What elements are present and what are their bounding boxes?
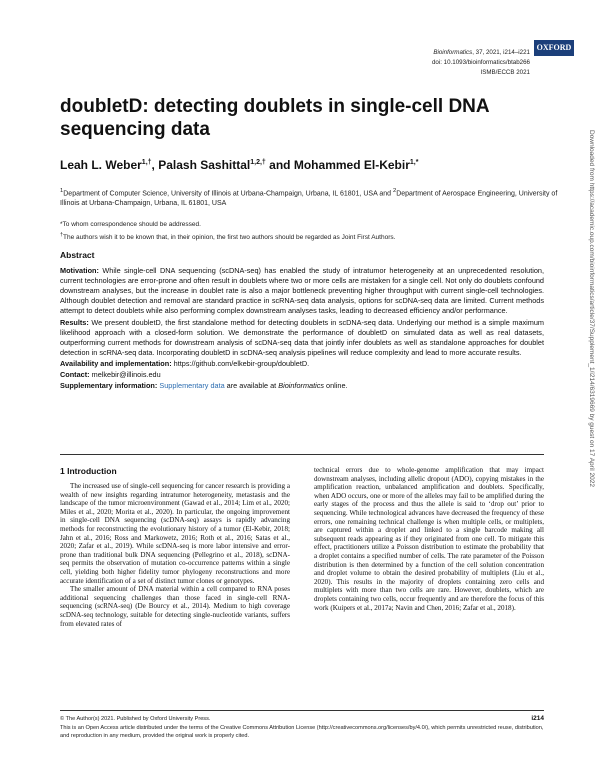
availability-url[interactable]: https://github.com/elkebir-group/doubletD. <box>171 358 310 368</box>
author-2: Palash Sashittal <box>158 158 251 172</box>
affiliations <box>60 186 560 209</box>
intro-paragraph-1: The increased use of single-cell sequencing for cancer research is providing a wealth of new insights regarding intratumor heterogeneity, metastasis and the landscape of the tumor microenvironment (Gawad et al., 2014; Lim et al., 2020; Miles et al., 2020; Morita et al., 2020). In particular, the ongoing improvement in single-cell DNA sequencing (scDNA-seq) assays is rapidly advancing methods for reconstructing the evolutionary history of a tumor (El-Kebir, 2018; Jahn et al., 2016; Ross and Markowetz, 2016; Roth et al., 2016; Satas et al., 2020; Zafar et al., 2019). While scDNA-seq is more labor intensive and error-prone than traditional bulk DNA sequencing (Pellegrino et al., 2018), scDNA-seq permits the observation of mutation co-occurrence patterns within a single cell, yielding both higher fidelity tumor phylogeny reconstructions and more accurate identification of a set of distinct tumor clones or genotypes. <box>60 482 291 585</box>
contact-email[interactable]: melkebir@illinois.edu <box>89 370 161 380</box>
intro-heading: 1 Introduction <box>60 466 117 476</box>
supplementary-end: online. <box>324 381 348 391</box>
author-and: and <box>269 158 291 172</box>
supplementary-mid: are available at <box>224 381 279 391</box>
right-column <box>314 466 544 612</box>
abstract-heading: Abstract <box>60 250 95 260</box>
doi[interactable]: doi: 10.1093/bioinformatics/btab266 <box>431 59 530 66</box>
oxford-logo: OXFORD <box>534 40 574 56</box>
intro-paragraph-3: technical errors due to whole-genome amplification that may impact downstream analyses, including allelic dropout (ADO), copying mistakes in the amplification reaction, unbalanced amplification and doublets. Specifically, when ADO occurs, one or more of the alleles may fail to be amplified during the early stages of the process and thus the allele is said to ‘drop out’ prior to sequencing. While technological advances have decreased the frequency of these errors, one remaining technical challenge is when multiple cells, or multiplets, are captured within a droplet and linked to a single barcode making all subsequent reads appearing as if they originated from one cell. To mitigate this effect, practitioners utilize a Poisson distribution to estimate the probability that a droplet contains a specified number of cells. The rate parameter of the Poisson distribution is then determined by a function of the cell solution concentration and droplet volume to obtain the desired probability of multiplets (Liu et al., 2020). This results in the majority of droplets containing zero cells and multiplets with more than two cells are rare. However, doublets, which are droplets containing two cells, occur frequently and are therefore the focus of this work (Kuipers et al., 2017a; Navin and Chen, 2016; Zafar et al., 2018). <box>314 466 544 612</box>
journal-name: Bioinformatics <box>433 49 473 56</box>
affil-1: Department of Computer Science, University of Illinois at Urbana-Champaign, Urbana, IL 61801, USA and <box>63 190 393 198</box>
author-notes <box>60 219 560 243</box>
footer <box>60 715 544 741</box>
abstract <box>60 250 544 392</box>
supplementary-link[interactable]: Supplementary data <box>159 381 225 391</box>
license: This is an Open Access article distributed under the terms of the Creative Commons Attribution License (http://creativecommons.org/licenses/by/4.0/), which permits unrestricted reuse, distribution, and reproduction in any medium, provided the original work is properly cited. <box>60 724 544 739</box>
author-3-affil: 1,* <box>409 159 419 166</box>
supplementary-label: Supplementary information: <box>60 381 158 391</box>
author-1-affil: 1,† <box>141 159 152 166</box>
author-list: Leah L. Weber$^{1,\dagger}$, Palash Sashittal$^{1,2,\dagger}$ and Mohammed El-Kebir$^{1,*}$ <box>60 158 419 172</box>
motivation-text: While single-cell DNA sequencing (scDNA-seq) has enabled the study of intratumor heterogeneity at an unprecedented resolution, current technologies are error-prone and often result in doublets where two or more cells are mistaken for a single cell. Not only do doublets confound downstream analyses, but the increase in doublet rate is also a major bottleneck preventing higher throughput with current single-cell technologies. Although doublet detection and removal are standard practice in scRNA-seq data analysis, options for scDNA-seq data are limited. Current methods attempt to detect doublets while also performing complex downstream analyses tasks, leading to decreased efficiency and/or performance. <box>60 266 544 316</box>
correspondence-note: *To whom correspondence should be addressed. <box>60 221 201 228</box>
contact-label: Contact: <box>60 370 90 380</box>
page-number: i214 <box>531 715 544 722</box>
motivation-label: Motivation: <box>60 266 99 276</box>
affil-1-marker: 1 <box>60 188 64 194</box>
availability-label: Availability and implementation: <box>60 358 172 368</box>
joint-first-note: The authors wish it to be known that, in their opinion, the first two authors should be regarded as Joint First Authors. <box>63 234 396 242</box>
download-note-text: Downloaded from https://academic.oup.com/bioinformatics/article/37/Supplement_1/i214/6319669 by guest on 17 April 2022 <box>588 130 595 487</box>
journal-citation: , 37, 2021, i214–i221 <box>472 49 530 56</box>
author-3: Mohammed El-Kebir <box>293 158 410 172</box>
results-label: Results: <box>60 317 89 327</box>
footer-divider <box>60 710 544 711</box>
journal-header <box>432 48 530 78</box>
left-column <box>60 482 290 628</box>
author-2-affil: 1,2,† <box>250 159 266 166</box>
author-1: Leah L. Weber <box>60 158 142 172</box>
dagger-marker: † <box>60 232 64 238</box>
copyright: © The Author(s) 2021. Published by Oxford University Press. <box>60 716 211 722</box>
results-text: We present doubletD, the first standalone method for detecting doublets in scDNA-seq data. Underlying our method is a simple maximum likelihood approach with a closed-form solution. We demonstrate the performance of doubletD on simulated data as well as real datasets, outperforming current methods for downstream analysis of scDNA-seq data that jointly infer doublets as well as standalone approaches for doublet detection in scRNA-seq data. Incorporating doubletD in scDNA-seq analysis pipelines will reduce complexity and lead to more accurate results. <box>60 317 544 357</box>
intro-paragraph-2: The smaller amount of DNA material within a cell compared to RNA poses additional sequencing challenges than those faced in single-cell RNA-sequencing (scRNA-seq) (De Bourcy et al., 2014). Medium to high coverage scDNA-seq technology, suitable for detecting single-nucleotide variants, suffers from elevated rates of <box>60 585 290 628</box>
abstract-divider <box>60 454 544 455</box>
meeting: ISMB/ECCB 2021 <box>480 69 530 76</box>
affil-2: Department of Aerospace Engineering, University of Illinois at Urbana-Champaign, Urbana, IL 61801, USA <box>60 190 558 208</box>
download-note <box>587 130 597 690</box>
supplementary-journal: Bioinformatics <box>278 381 325 391</box>
affil-2-marker: 2 <box>392 188 397 194</box>
paper-title: doubletD: detecting doublets in single-cell DNA sequencing data <box>60 96 489 140</box>
